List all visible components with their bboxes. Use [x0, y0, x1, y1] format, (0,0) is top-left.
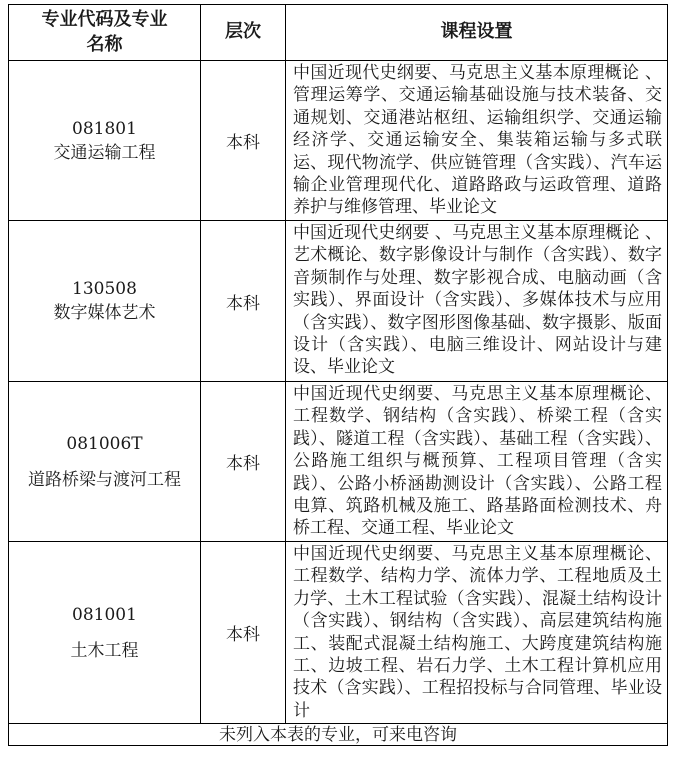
level-cell: 本科: [201, 382, 286, 542]
table-row-road-bridge-river-crossing-engineering: [9, 382, 668, 542]
level-cell: 本科: [201, 221, 286, 382]
footer-note: 未列入本表的专业，可来电咨询: [9, 724, 668, 746]
column-header-level: 层次: [201, 5, 286, 61]
major-cell: [9, 61, 201, 221]
level-cell: 本科: [201, 61, 286, 221]
column-header-major-code-name: [9, 5, 201, 61]
major-cell: [9, 382, 201, 542]
major-name: 交通运输工程: [53, 142, 156, 163]
table-row-transportation-engineering: [9, 61, 668, 221]
majors-courses-table: [8, 4, 668, 746]
column-header-courses: 课程设置: [286, 5, 668, 61]
courses-cell: 中国近现代史纲要、马克思主义基本原理概论、工程数学、钢结构（含实践）、桥梁工程（含实践）、隧道工程（含实践）、基础工程（含实践）、公路施工组织与概预算、工程项目管理（含实践）、公路小桥涵勘测设计（含实践）、公路工程电算、筑路机械及施工、路基路面检测技术、舟桥工程、交通工程、毕业论文: [286, 382, 668, 542]
level-cell: 本科: [201, 542, 286, 724]
major-name: 土木工程: [70, 640, 139, 661]
table-footer-row: [9, 724, 668, 746]
courses-cell: 中国近现代史纲要 、马克思主义基本原理概论 、艺术概论、数字影像设计与制作（含实践）、数字音频制作与处理、数字影视合成、电脑动画（含实践）、界面设计（含实践）、多媒体技术与应用（含实践）、数字图形图像基础、数字摄影、版面设计（含实践）、电脑三维设计、网站设计与建设、毕业论文: [286, 221, 668, 382]
major-cell: [9, 221, 201, 382]
major-cell: [9, 542, 201, 724]
table-header-row: [9, 5, 668, 61]
major-code: 130508: [72, 279, 137, 299]
major-code: 081006T: [66, 433, 143, 454]
major-code: 081001: [72, 604, 137, 625]
major-name: 数字媒体艺术: [53, 303, 156, 323]
major-name: 道路桥梁与渡河工程: [28, 469, 181, 490]
column-header-major-code-name-text: 专业代码及专业名称: [41, 9, 168, 55]
table-row-digital-media-art: [9, 221, 668, 382]
courses-cell: 中国近现代史纲要、马克思主义基本原理概论 、管理运筹学、交通运输基础设施与技术装备、交通规划、交通港站枢纽、运输组织学、交通运输经济学、交通运输安全、集装箱运输与多式联运、现代物流学、供应链管理（含实践）、汽车运输企业管理现代化、道路路政与运政管理、道路养护与维修管理、毕业论文: [286, 61, 668, 221]
table-row-civil-engineering: [9, 542, 668, 724]
courses-cell: 中国近现代史纲要、马克思主义基本原理概论、工程数学、结构力学、流体力学、工程地质及土力学、土木工程试验（含实践）、混凝土结构设计（含实践）、钢结构（含实践）、高层建筑结构施工、装配式混凝土结构施工、大跨度建筑结构施工、边坡工程、岩石力学、土木工程计算机应用技术（含实践）、工程招投标与合同管理、毕业设计: [286, 542, 668, 724]
major-code: 081801: [72, 118, 137, 139]
